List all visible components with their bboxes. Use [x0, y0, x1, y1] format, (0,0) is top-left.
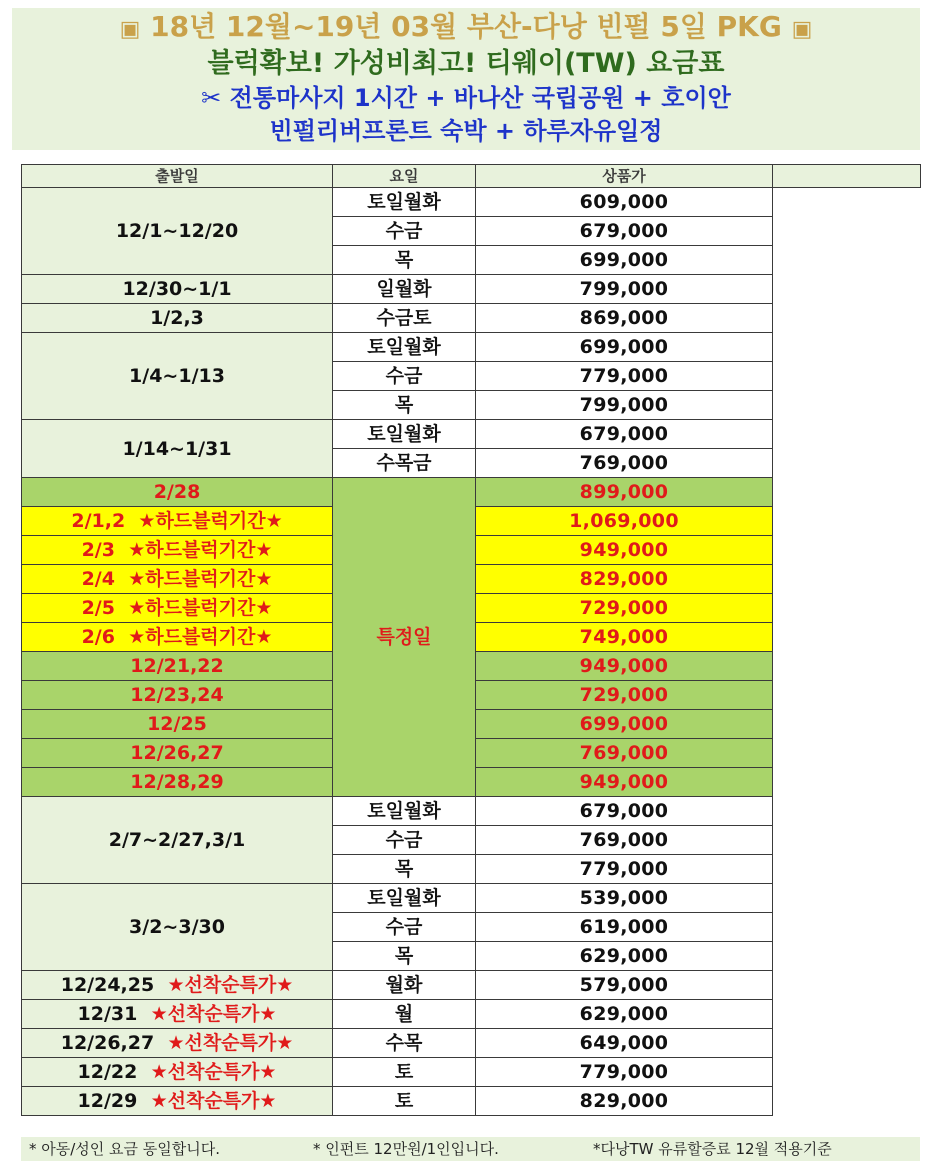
price: 799,000: [476, 391, 773, 420]
special-row: [22, 478, 921, 507]
side-blank-column: [773, 165, 921, 188]
price: 629,000: [476, 942, 773, 971]
promo-tag: ★선착순특가★: [167, 1032, 294, 1054]
price: 699,000: [476, 333, 773, 362]
departure-date: 1/2,3: [22, 304, 333, 333]
weekday: 토일월화: [333, 333, 476, 362]
departure-date: 12/30~1/1: [22, 275, 333, 304]
weekday: 수금: [333, 362, 476, 391]
promo-date-text: 12/31: [77, 1003, 138, 1025]
table-row: [22, 188, 921, 217]
hardblock-price: 1,069,000: [476, 507, 773, 536]
promo-date-text: 12/29: [77, 1090, 138, 1112]
feature-line-2: 빈펄리버프론트 숙박 + 하루자유일정: [269, 117, 663, 145]
promo-row: [22, 1000, 921, 1029]
hardblock-tag: ★하드블럭기간★: [128, 626, 273, 648]
hardblock-date: [22, 565, 333, 594]
price: 869,000: [476, 304, 773, 333]
promo-row: [22, 1029, 921, 1058]
weekday: 목: [333, 246, 476, 275]
price: 629,000: [476, 1000, 773, 1029]
price: 609,000: [476, 188, 773, 217]
hardblock-tag: ★하드블럭기간★: [128, 568, 273, 590]
weekday: 토일월화: [333, 797, 476, 826]
title-line: [12, 10, 920, 47]
price: 619,000: [476, 913, 773, 942]
promo-row: [22, 1058, 921, 1087]
header-banner: [12, 8, 920, 150]
weekday: 월화: [333, 971, 476, 1000]
promo-tag: ★선착순특가★: [150, 1090, 277, 1112]
column-header-day: 요일: [333, 165, 476, 188]
footer-note-1: * 아동/성인 요금 동일합니다.: [29, 1140, 221, 1158]
table-row: [22, 884, 921, 913]
title-text: 18년 12월~19년 03월 부산-다낭 빈펄 5일 PKG: [150, 10, 782, 43]
hardblock-date: [22, 594, 333, 623]
hardblock-date-text: 2/5: [81, 597, 115, 619]
price: 829,000: [476, 1087, 773, 1116]
square-bullet-icon: ▣: [119, 17, 141, 42]
weekday: 목: [333, 391, 476, 420]
departure-date: 1/4~1/13: [22, 333, 333, 420]
hardblock-tag: ★하드블럭기간★: [128, 539, 273, 561]
column-header-date: 출발일: [22, 165, 333, 188]
special-price: 899,000: [476, 478, 773, 507]
promo-tag: ★선착순특가★: [167, 974, 294, 996]
special-date: 12/23,24: [22, 681, 333, 710]
promo-date-text: 12/26,27: [60, 1032, 155, 1054]
special-date: 12/26,27: [22, 739, 333, 768]
table-row: [22, 420, 921, 449]
promo-date: [22, 1029, 333, 1058]
special-date: 12/28,29: [22, 768, 333, 797]
special-days-label: 특정일: [333, 478, 476, 797]
promo-tag: ★선착순특가★: [150, 1061, 277, 1083]
hardblock-price: 729,000: [476, 594, 773, 623]
hardblock-date-text: 2/6: [81, 626, 115, 648]
special-date-text: 2/28: [153, 481, 201, 503]
weekday: 토일월화: [333, 420, 476, 449]
feature-line-1: [12, 81, 920, 115]
hardblock-date: [22, 507, 333, 536]
promo-date: [22, 1000, 333, 1029]
special-date: [22, 478, 333, 507]
price: 769,000: [476, 449, 773, 478]
price: 779,000: [476, 1058, 773, 1087]
departure-date: 1/14~1/31: [22, 420, 333, 478]
promo-tag: ★선착순특가★: [150, 1003, 277, 1025]
price: 679,000: [476, 217, 773, 246]
price: 539,000: [476, 884, 773, 913]
weekday: 토일월화: [333, 884, 476, 913]
price: 799,000: [476, 275, 773, 304]
special-price: 729,000: [476, 681, 773, 710]
subtitle: 블럭확보! 가성비최고! 티웨이(TW) 요금표: [207, 48, 725, 79]
column-header-price: 상품가: [476, 165, 773, 188]
hardblock-date: [22, 536, 333, 565]
departure-date: 2/7~2/27,3/1: [22, 797, 333, 884]
promo-date: [22, 971, 333, 1000]
square-bullet-icon: ▣: [791, 17, 813, 42]
hardblock-date-text: 2/1,2: [71, 510, 126, 532]
price: 579,000: [476, 971, 773, 1000]
special-date: 12/21,22: [22, 652, 333, 681]
price: 679,000: [476, 797, 773, 826]
hardblock-price: 949,000: [476, 536, 773, 565]
hardblock-tag: ★하드블럭기간★: [128, 597, 273, 619]
hardblock-date-text: 2/4: [81, 568, 115, 590]
weekday: 일월화: [333, 275, 476, 304]
price: 769,000: [476, 826, 773, 855]
hardblock-tag: ★하드블럭기간★: [138, 510, 283, 532]
weekday: 수금: [333, 217, 476, 246]
table-header-row: [22, 165, 921, 188]
price: 699,000: [476, 246, 773, 275]
weekday: 토: [333, 1087, 476, 1116]
promo-date: [22, 1087, 333, 1116]
weekday: 토일월화: [333, 188, 476, 217]
special-price: 949,000: [476, 652, 773, 681]
special-price: 699,000: [476, 710, 773, 739]
hardblock-price: 749,000: [476, 623, 773, 652]
weekday: 토: [333, 1058, 476, 1087]
promo-row: [22, 1087, 921, 1116]
special-date: 12/25: [22, 710, 333, 739]
price: 779,000: [476, 855, 773, 884]
footer-note-3: *다낭TW 유류할증료 12월 적용기준: [593, 1140, 832, 1158]
hardblock-date: [22, 623, 333, 652]
special-price: 769,000: [476, 739, 773, 768]
promo-date-text: 12/22: [77, 1061, 138, 1083]
table-row: [22, 304, 921, 333]
weekday: 월: [333, 1000, 476, 1029]
weekday: 수금: [333, 913, 476, 942]
departure-date: 3/2~3/30: [22, 884, 333, 971]
table-row: [22, 333, 921, 362]
feature-text-1: 전통마사지 1시간 + 바나산 국립공원 + 호이안: [229, 84, 731, 112]
price: 649,000: [476, 1029, 773, 1058]
scissors-icon: ✂: [201, 84, 222, 112]
departure-date: 12/1~12/20: [22, 188, 333, 275]
weekday: 수목: [333, 1029, 476, 1058]
price: 679,000: [476, 420, 773, 449]
table-row: [22, 797, 921, 826]
weekday: 수금: [333, 826, 476, 855]
hardblock-date-text: 2/3: [81, 539, 115, 561]
footer-notes: [21, 1137, 920, 1161]
promo-date: [22, 1058, 333, 1087]
promo-date-text: 12/24,25: [60, 974, 155, 996]
footer-note-2: * 인펀트 12만원/1인입니다.: [313, 1140, 499, 1158]
special-price: 949,000: [476, 768, 773, 797]
hardblock-price: 829,000: [476, 565, 773, 594]
price-table: [21, 164, 921, 1116]
weekday: 목: [333, 855, 476, 884]
weekday: 수금토: [333, 304, 476, 333]
promo-row: [22, 971, 921, 1000]
weekday: 수목금: [333, 449, 476, 478]
price: 779,000: [476, 362, 773, 391]
table-row: [22, 275, 921, 304]
weekday: 목: [333, 942, 476, 971]
